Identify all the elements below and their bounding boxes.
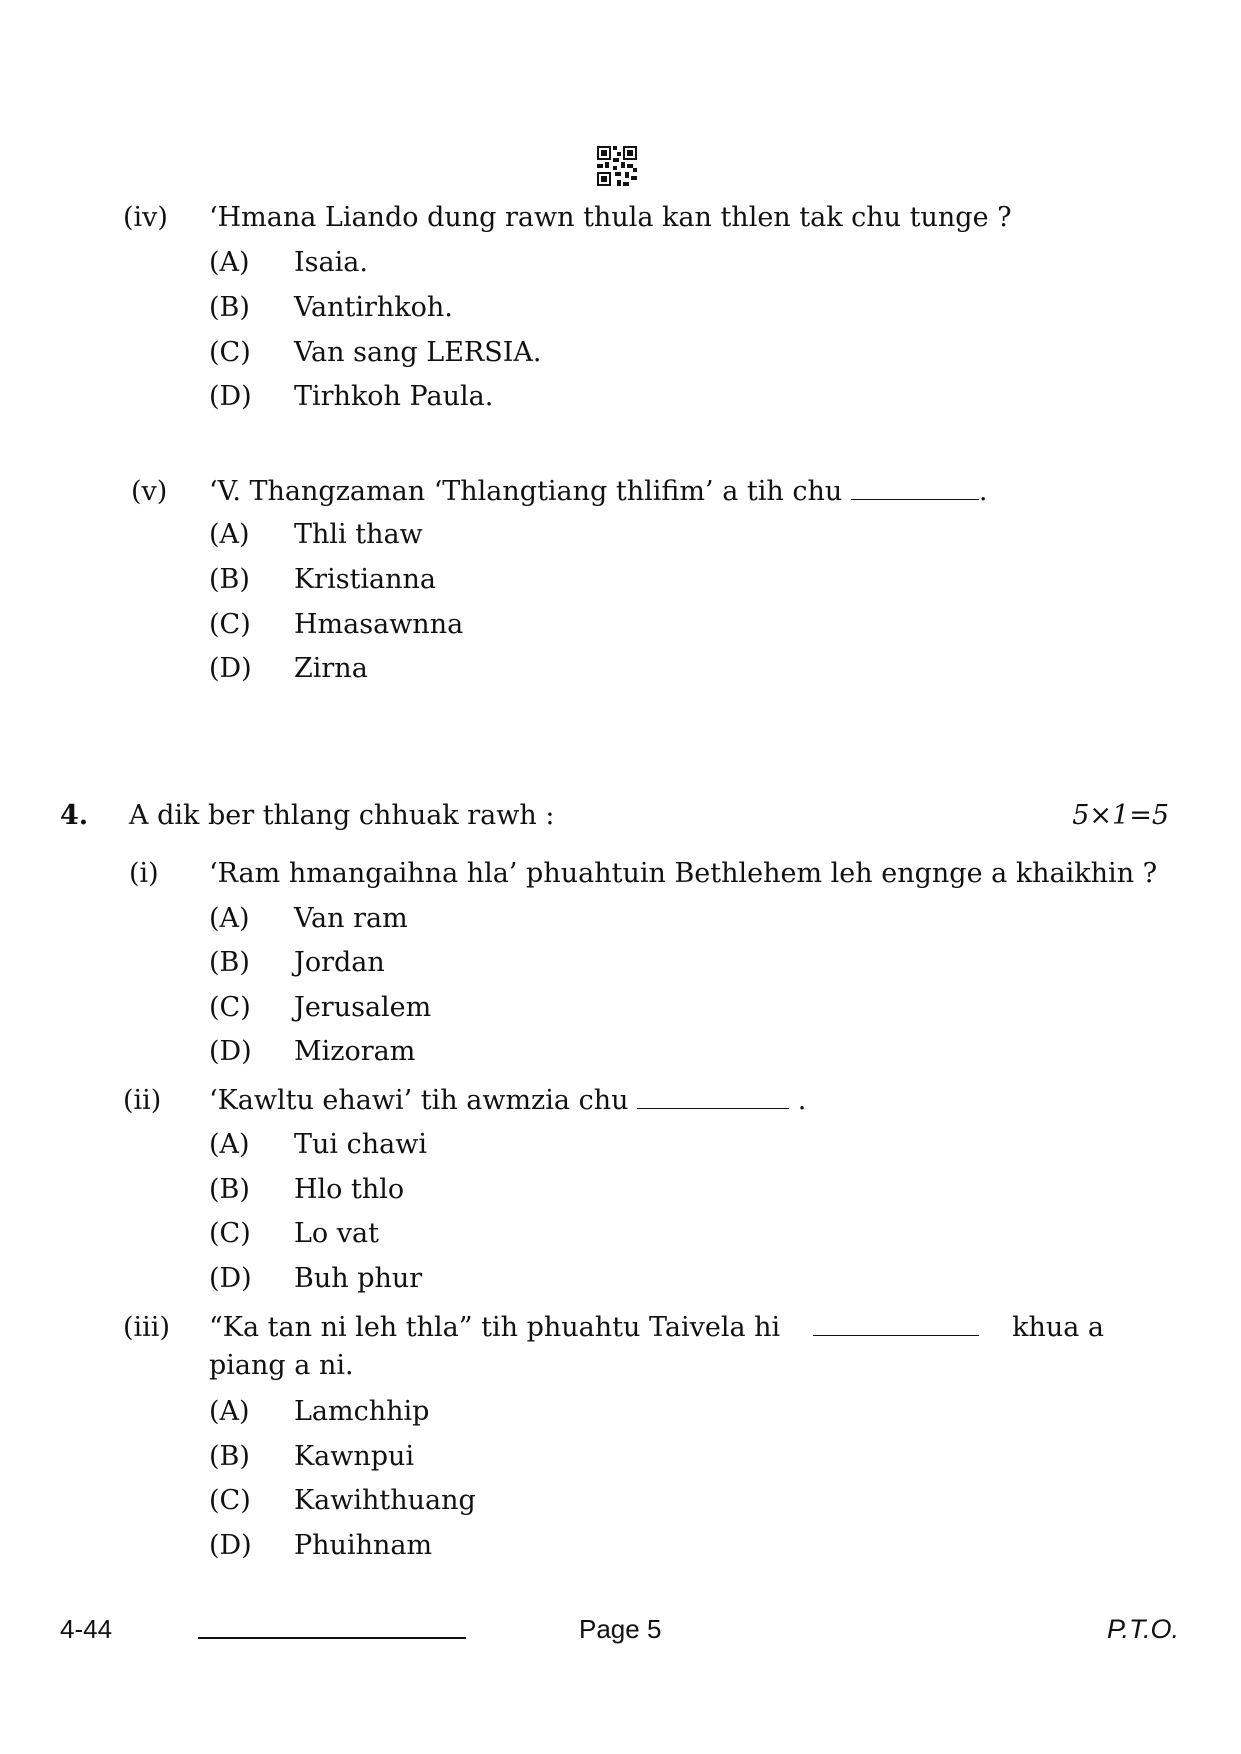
option-text: Hlo thlo: [294, 1174, 405, 1205]
footer-divider: [198, 1637, 466, 1639]
option-key: (A): [209, 903, 250, 934]
qr-code: [597, 146, 637, 186]
option-key: (A): [209, 1396, 250, 1427]
option-text: Lo vat: [294, 1218, 379, 1249]
option-key: (D): [209, 1263, 252, 1294]
option-text: Tirhkoh Paula.: [294, 381, 494, 412]
option-text: Lamchhip: [294, 1396, 430, 1427]
question-label: (i): [129, 858, 159, 889]
option-key: (B): [209, 947, 250, 978]
option-key: (D): [209, 381, 252, 412]
question-text-part: .: [797, 1085, 807, 1116]
option-text: Hmasawnna: [294, 609, 464, 640]
option-key: (B): [209, 564, 250, 595]
option-text: Mizoram: [294, 1036, 416, 1067]
marks-scheme: 5×1=5: [1072, 800, 1169, 831]
option-key: (C): [209, 1218, 251, 1249]
question-label: (v): [131, 476, 168, 507]
question-instruction: A dik ber thlang chhuak rawh :: [129, 800, 555, 831]
question-text: [209, 476, 987, 508]
question-text-part: .: [978, 476, 988, 507]
option-key: (B): [209, 292, 250, 323]
option-text: Isaia.: [294, 247, 368, 278]
option-text: Buh phur: [294, 1263, 423, 1294]
question-text: ‘Hmana Liando dung rawn thula kan thlen tak chu tunge ?: [209, 202, 1012, 233]
answer-blank: [813, 1313, 979, 1336]
option-text: Zirna: [294, 653, 368, 684]
option-key: (A): [209, 247, 250, 278]
answer-blank: [637, 1086, 789, 1109]
option-text: Tui chawi: [294, 1129, 427, 1160]
option-key: (B): [209, 1441, 250, 1472]
question-text-continued: piang a ni.: [209, 1350, 354, 1381]
option-text: Vantirhkoh.: [294, 292, 453, 323]
question-text-part: ‘Kawltu ehawi’ tih awmzia chu: [209, 1085, 629, 1116]
question-text: [209, 1312, 1104, 1344]
please-turn-over: P.T.O.: [1106, 1614, 1179, 1644]
option-text: Jordan: [294, 947, 385, 978]
page-number: Page 5: [579, 1614, 662, 1644]
question-label: (iv): [123, 202, 168, 233]
option-key: (D): [209, 653, 252, 684]
option-key: (A): [209, 1129, 250, 1160]
answer-blank: [851, 477, 979, 500]
option-key: (D): [209, 1036, 252, 1067]
question-text-part: khua a: [1012, 1312, 1104, 1343]
option-text: Jerusalem: [294, 992, 432, 1023]
option-key: (C): [209, 337, 251, 368]
question-text-part: “Ka tan ni leh thla” tih phuahtu Taivela hi: [209, 1312, 781, 1343]
question-text-part: ‘V. Thangzaman ‘Thlangtiang thlifim’ a tih chu: [209, 476, 843, 507]
option-key: (C): [209, 1485, 251, 1516]
paper-code: 4-44: [60, 1614, 113, 1644]
question-text: [209, 1085, 806, 1117]
option-text: Thli thaw: [294, 519, 423, 550]
question-number: 4.: [60, 800, 89, 831]
question-label: (ii): [123, 1085, 162, 1116]
option-key: (C): [209, 992, 251, 1023]
question-label: (iii): [123, 1312, 170, 1343]
option-key: (C): [209, 609, 251, 640]
option-key: (A): [209, 519, 250, 550]
option-text: Phuihnam: [294, 1530, 433, 1561]
option-text: Kristianna: [294, 564, 437, 595]
option-text: Kawnpui: [294, 1441, 415, 1472]
option-key: (B): [209, 1174, 250, 1205]
option-text: Van sang LERSIA.: [294, 337, 542, 368]
option-text: Van ram: [294, 903, 408, 934]
option-text: Kawihthuang: [294, 1485, 476, 1516]
question-text: ‘Ram hmangaihna hla’ phuahtuin Bethlehem leh engnge a khaikhin ?: [209, 858, 1158, 889]
option-key: (D): [209, 1530, 252, 1561]
